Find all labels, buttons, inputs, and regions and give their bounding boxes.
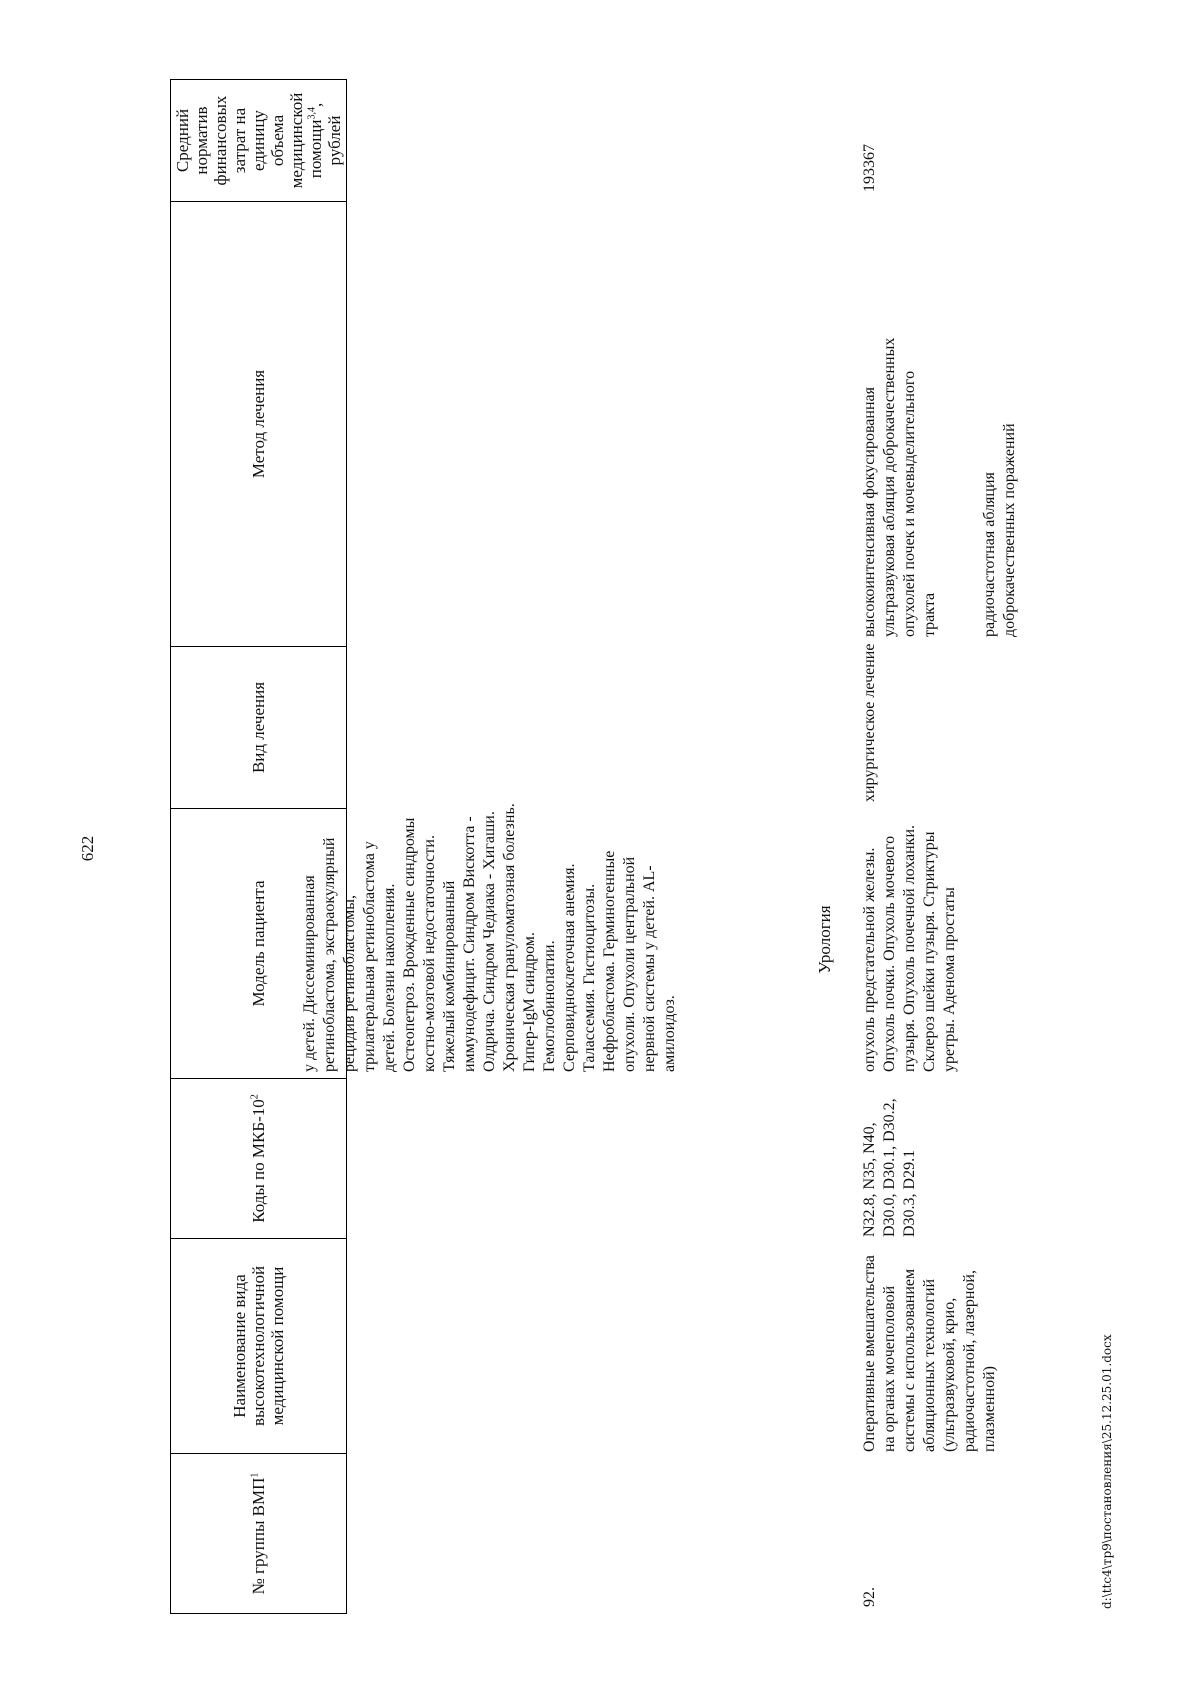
header-group-no: № группы ВМП$^1$ bbox=[171, 1454, 347, 1614]
header-cost: Средний норматив финансовых затрат на единицу объема медицинской помощи$^{3,4}$, рублей bbox=[171, 80, 347, 202]
row-name: Оперативные вмешательства на органах мочеполовой системы с использованием абляционных технологий (ультразвуковой, крио, радиочастотной, лазерной, плазменной) bbox=[861, 1255, 998, 1452]
header-patient-model: Модель пациента bbox=[171, 809, 347, 1079]
row-codes: N32.8, N35, N40, D30.0, D30.1, D30.2, D30.3, D29.1 bbox=[861, 1098, 918, 1237]
row-patient-model: опухоль предстательной железы. Опухоль почки. Опухоль мочевого пузыря. Опухоль почечной лоханки. Склероз шейки пузыря. Стриктуры уретры. Аденома простаты bbox=[861, 824, 958, 1072]
header-method: Метод лечения bbox=[171, 202, 347, 647]
row-treatment-type: хирургическое лечение bbox=[861, 643, 878, 802]
row-number: 92. bbox=[861, 1587, 878, 1607]
continued-patient-model: у детей. Диссеминированная ретинобластома, экстраокулярный рецидив ретинобластомы, трилатеральная ретинобластома у детей. Болезни накопления. Остеопетроз. Врожденные синдромы костно-мозговой недостаточности. Тяжелый комбинированный иммунодефицит. Синдром Вискотта - Олдрича. Синдром Чедиака - Хигаши. Хроническая грануломатозная болезнь. Гипер-IgM синдром. Гемоглобинопатии. Серповидноклеточная анемия. Талассемия. Гистиоцитозы. Нефробластома. Герминогенные опухоли. Опухоли центральной нервной системы у детей. AL-амилоидоз. bbox=[301, 803, 678, 1072]
row-method-2: радиочастотная абляция доброкачественных поражений bbox=[981, 423, 1018, 637]
row-cost: 193367 bbox=[861, 144, 878, 192]
page-number: 622 bbox=[78, 835, 97, 862]
section-title: Урология bbox=[815, 905, 834, 974]
header-treatment-type: Вид лечения bbox=[171, 647, 347, 809]
footer-path: d:\ttc4\тр9\постановления\25.12.25.01.docx bbox=[1100, 1334, 1114, 1609]
row-method-1: высокоинтенсивная фокусированная ультразвуковая абляция доброкачественных опухолей почек и мочевыделительного тракта bbox=[861, 337, 938, 637]
header-name: Наименование вида высокотехнологичной медицинской помощи bbox=[171, 1239, 347, 1454]
header-codes: Коды по МКБ-$10^2$ bbox=[171, 1079, 347, 1239]
